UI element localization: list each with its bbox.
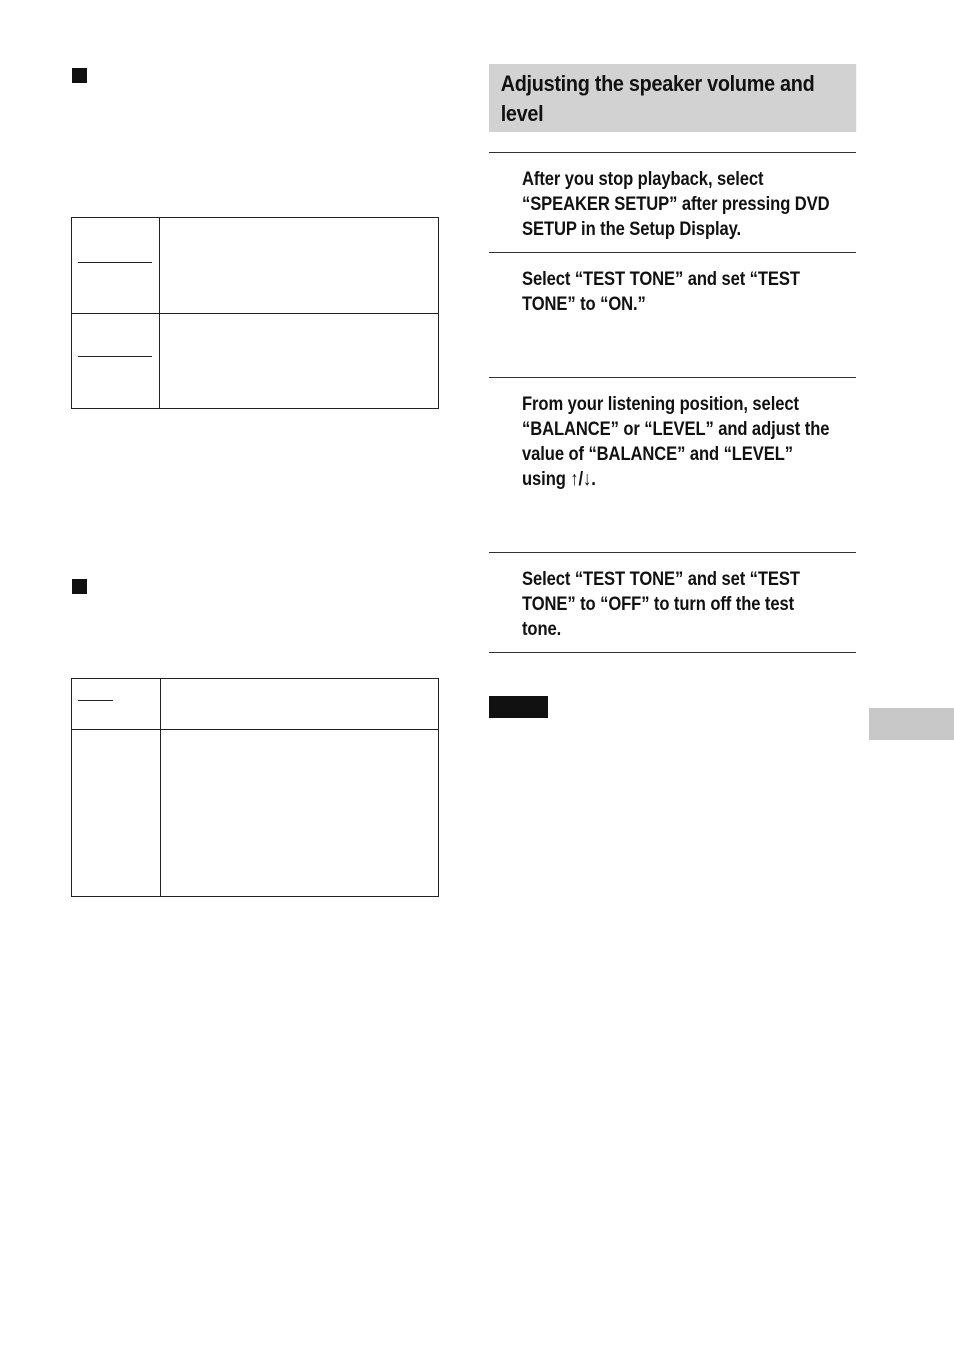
table-cell-description bbox=[160, 218, 439, 314]
step-1-text: After you stop playback, select “SPEAKER SETUP” after pressing DVD SETUP in the Setup Display. bbox=[522, 168, 830, 240]
table-cell-label bbox=[72, 218, 160, 314]
section-bullet-icon bbox=[72, 579, 87, 594]
cell-divider bbox=[78, 356, 152, 357]
table-row bbox=[72, 314, 439, 409]
table-row bbox=[72, 730, 439, 897]
section-header bbox=[489, 64, 856, 132]
section-title: Adjusting the speaker volume and level bbox=[500, 71, 815, 126]
settings-table-1 bbox=[71, 217, 439, 409]
step-divider bbox=[489, 152, 856, 153]
table-cell-description bbox=[160, 314, 439, 409]
step-divider bbox=[489, 552, 856, 553]
section-bullet-icon bbox=[72, 68, 87, 83]
cell-divider bbox=[78, 262, 152, 263]
settings-table-2 bbox=[71, 678, 439, 897]
cell-divider bbox=[78, 700, 113, 701]
step-divider bbox=[489, 252, 856, 253]
step-divider bbox=[489, 377, 856, 378]
step-2-text: Select “TEST TONE” and set “TEST TONE” to “ON.” bbox=[522, 268, 800, 315]
table-cell-label bbox=[72, 730, 161, 897]
step-3-text: From your listening position, select “BALANCE” or “LEVEL” and adjust the value of “BALANCE” and “LEVEL” using ↑/↓. bbox=[522, 393, 830, 490]
table-cell-label bbox=[72, 679, 161, 730]
table-cell-label bbox=[72, 314, 160, 409]
chapter-side-tab bbox=[869, 708, 954, 740]
table-row bbox=[72, 679, 439, 730]
table-cell-description bbox=[161, 679, 439, 730]
table-cell-description bbox=[161, 730, 439, 897]
table-row bbox=[72, 218, 439, 314]
step-divider bbox=[489, 652, 856, 653]
step-4-text: Select “TEST TONE” and set “TEST TONE” to “OFF” to turn off the test tone. bbox=[522, 568, 800, 640]
note-badge bbox=[489, 696, 548, 718]
